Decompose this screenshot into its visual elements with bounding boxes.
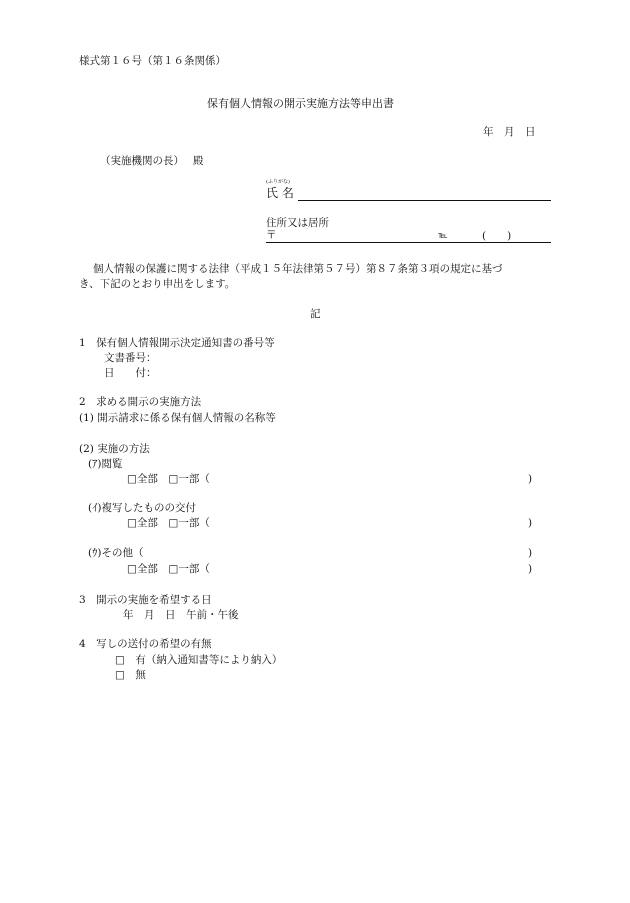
desired-date-line: 年 月 日 午前・午後 [123,609,239,621]
section4-heading: 4 写しの送付の希望の有無 [79,638,212,650]
doc-number-label: 文書番号： [104,352,157,364]
method-copy-delivery: (ｲ)複写したものの交付 [88,502,196,514]
intro-line-1: 個人情報の保護に関する法律（平成１５年法律第５７号）第８７条第３項の規定に基づ [93,263,503,275]
viewing-close-paren: ) [528,473,533,485]
viewing-choice[interactable]: □全部 □一部（ [127,473,210,485]
tel-paren: ( ) [482,230,512,242]
tel-label: ℡ [438,231,448,241]
other-close-paren: ) [528,547,533,559]
other-choice-close-paren: ) [528,563,533,575]
form-number: 様式第１６号（第１６条関係） [79,55,226,67]
section3-heading: 3 開示の実施を希望する日 [79,594,212,606]
intro-line-2: き、下記のとおり申出をします。 [79,278,236,290]
mailing-option-yes[interactable]: □ 有（納入通知書等により納入） [115,654,283,666]
postal-mark: 〒 [266,229,277,241]
addressee-honorific: 殿 [193,155,204,167]
name-label: 氏 名 [266,186,294,200]
address-label: 住所又は居所 [266,217,329,229]
mailing-option-no[interactable]: □ 無 [115,669,146,681]
addressee-office: （実施機関の長） [100,155,184,167]
section2-item2: (2) 実施の方法 [79,443,150,455]
section2-item1: (1) 開示請求に係る保有個人情報の名称等 [79,412,276,424]
ki-heading: 記 [310,308,321,320]
section2-heading: 2 求める開示の実施方法 [79,396,202,408]
other-choice[interactable]: □全部 □一部（ [127,563,210,575]
copy-choice[interactable]: □全部 □一部（ [127,517,210,529]
name-field-line[interactable] [298,200,551,201]
notice-date-label: 日 付： [104,367,157,379]
address-field-line[interactable] [266,242,551,243]
method-other: (ｳ)その他（ [88,547,144,559]
section1-heading: 1 保有個人情報開示決定通知書の番号等 [79,337,275,349]
method-viewing: (ｱ)閲覧 [88,458,123,470]
furigana-label: (ふりがな) [266,179,290,185]
copy-close-paren: ) [528,517,533,529]
page-title: 保有個人情報の開示実施方法等申出書 [207,97,394,110]
date-line: 年 月 日 [483,126,536,138]
